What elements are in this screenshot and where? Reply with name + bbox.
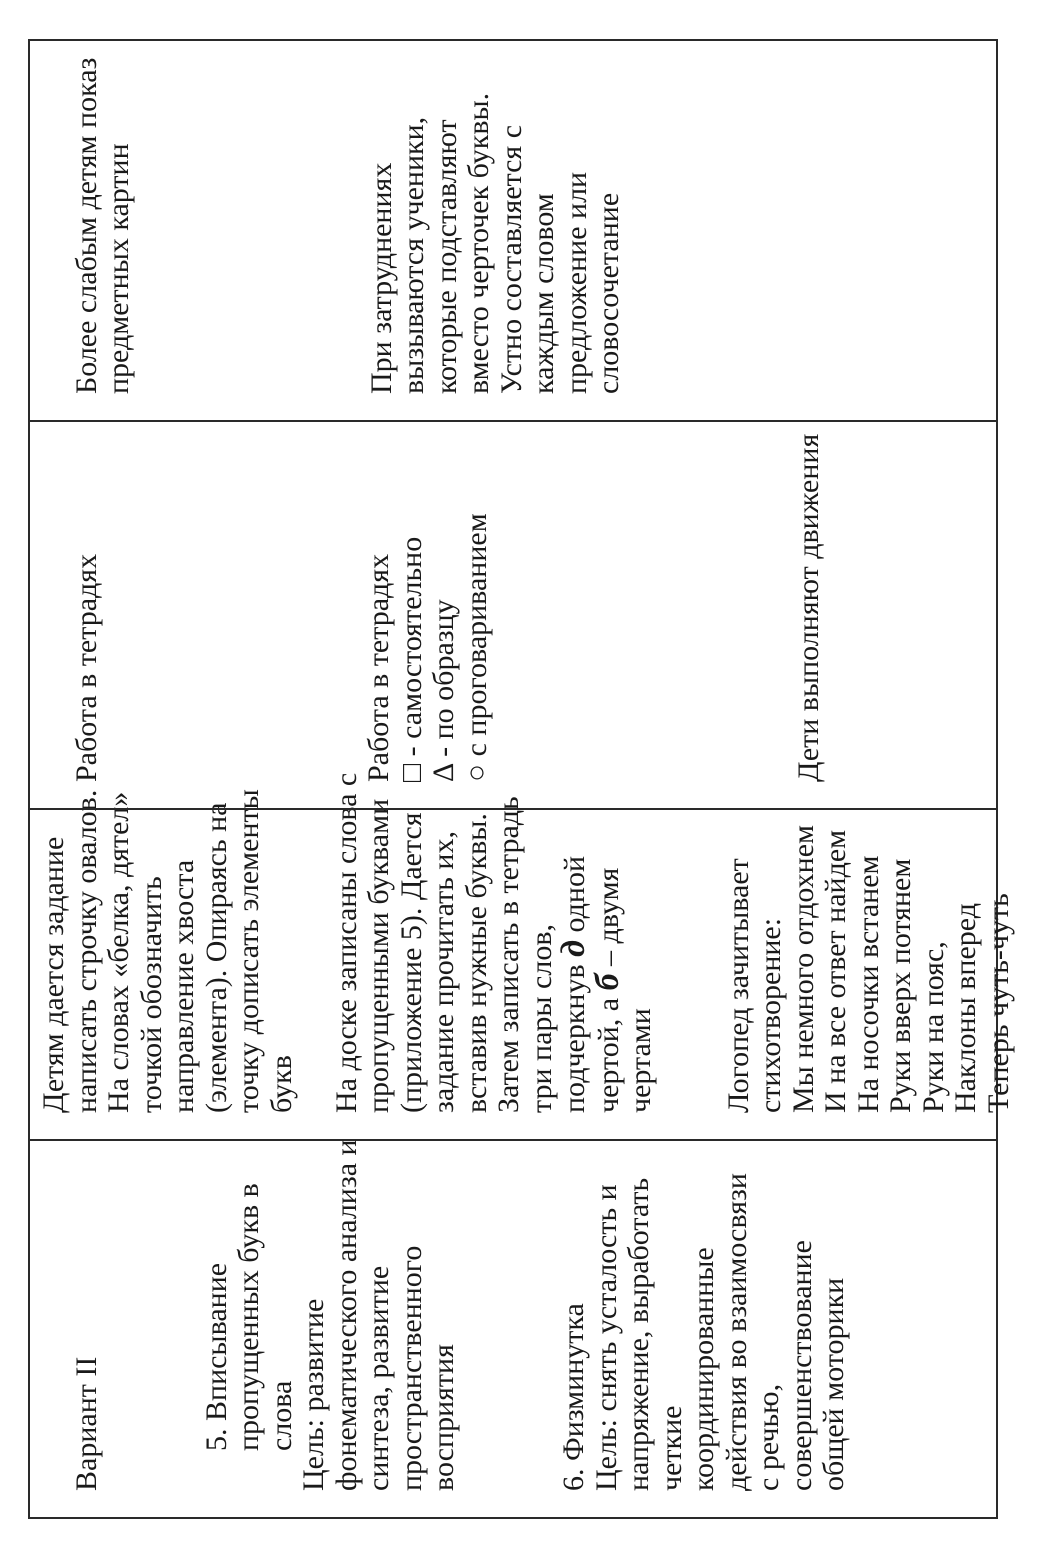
text-line: стихотворение:: [754, 917, 787, 1113]
underline-tail: чертами: [624, 1008, 657, 1113]
text-line: которые подставляют: [429, 119, 463, 394]
text-line: Дети выполняют движения: [792, 433, 825, 782]
teacher-activity-column: [30, 772, 1015, 1141]
text-line: Работа в тетрадях: [69, 553, 103, 782]
text-line: Затем записать в тетрадь: [492, 796, 525, 1113]
text-line: действия во взаимосвязи: [719, 1173, 753, 1491]
text-line: пропущенных букв в: [232, 1183, 265, 1451]
text-line: предложение или: [559, 171, 593, 394]
underline-b-instruction: чертой, а б – двумя: [588, 867, 626, 1113]
text-line: вызываются ученики,: [397, 116, 430, 394]
text-line: напряжение, выработать: [622, 1177, 655, 1491]
text-line: Детям дается задание: [37, 836, 70, 1113]
text-line: Теперь чуть-чуть: [981, 893, 1015, 1113]
text-line: совершенствование: [784, 1240, 818, 1491]
text-line: Работа в тетрадях: [362, 553, 395, 782]
text-line: И на все ответ найдем: [819, 829, 852, 1113]
text-line: (элемента). Опираясь на: [199, 802, 233, 1113]
text-line: восприятия: [427, 1344, 460, 1491]
text-line: Более слабым детям показ: [69, 57, 103, 394]
text-line: вставив нужные буквы.: [459, 813, 493, 1113]
text-line: написать строчку овалов.: [69, 789, 103, 1113]
text-line: Цель: снять усталость и: [589, 1184, 623, 1491]
differentiation-column: [30, 37, 996, 422]
text-line: направление хвоста: [167, 859, 200, 1113]
stage-6-physical-minute: [558, 1151, 851, 1491]
student-movements: [793, 432, 826, 782]
text-line: задание прочитать их,: [427, 831, 460, 1113]
text-line: точкой обозначить: [134, 876, 168, 1113]
text-line: На словах «белка, дятел»: [102, 791, 135, 1113]
text-line: 5. Вписывание: [199, 1262, 233, 1451]
text-line: каждым словом: [527, 193, 560, 394]
text-line: общей моторики: [817, 1277, 850, 1491]
text-line: пространственного: [394, 1245, 428, 1491]
stage-variant: [71, 1151, 104, 1491]
text-line: Наклоны вперед: [949, 903, 982, 1113]
text-line: точку дописать элементы: [232, 789, 265, 1113]
student-notebook-work-1: [71, 432, 104, 782]
text-line: пропущенными буквами: [362, 798, 395, 1113]
support-weak-pupils: [71, 47, 136, 394]
support-difficulties: [366, 47, 626, 394]
student-notebook-work-2: [363, 432, 493, 782]
text-line: четкие: [654, 1405, 688, 1491]
text-line: Логопед зачитывает: [721, 858, 755, 1113]
text-line: Руки вверх потянем: [884, 858, 917, 1113]
text-line: □ - самостоятельно: [394, 536, 428, 782]
teacher-missing-letters-task: [329, 772, 658, 1113]
text-line: Руки на пояс,: [916, 941, 950, 1113]
teacher-poem: [723, 820, 1016, 1113]
teacher-oval-task: [37, 789, 298, 1113]
text-line: синтеза, развитие: [362, 1265, 395, 1491]
text-line: Мы немного отдохнем: [786, 825, 820, 1113]
text-line: ○ с проговариванием: [459, 513, 493, 782]
text-line: предметных картин: [102, 143, 135, 394]
text-line: Цель: развитие: [297, 1298, 330, 1491]
text-line: Вариант II: [69, 1356, 103, 1491]
stage-5-missing-letters: [199, 1139, 461, 1491]
text-line: вместо черточек буквы.: [462, 92, 495, 394]
text-line: слова: [264, 1380, 298, 1451]
text-line: На носочки встанем: [851, 855, 885, 1113]
text-line: три пары слов,: [524, 923, 558, 1113]
student-activity-column: [30, 422, 996, 810]
text-line: словосочетание: [592, 192, 625, 394]
text-line: На доске записаны слова с: [329, 772, 363, 1113]
text-line: координированные: [687, 1247, 720, 1491]
underline-d-instruction: подчеркнув д одной: [555, 855, 592, 1113]
lesson-plan-table: [28, 39, 1015, 1519]
text-line: фонематического анализа и: [329, 1139, 363, 1491]
text-line: При затруднениях: [364, 162, 398, 394]
text-line: (приложение 5). Дается: [394, 812, 428, 1113]
stage-column: [30, 1141, 996, 1517]
text-line: букв: [264, 1055, 298, 1113]
text-line: 6. Физминутка: [557, 1303, 590, 1491]
text-line: Устно составляется с: [494, 124, 528, 394]
text-line: Δ - по образцу: [427, 599, 460, 782]
text-line: с речью,: [752, 1383, 785, 1491]
